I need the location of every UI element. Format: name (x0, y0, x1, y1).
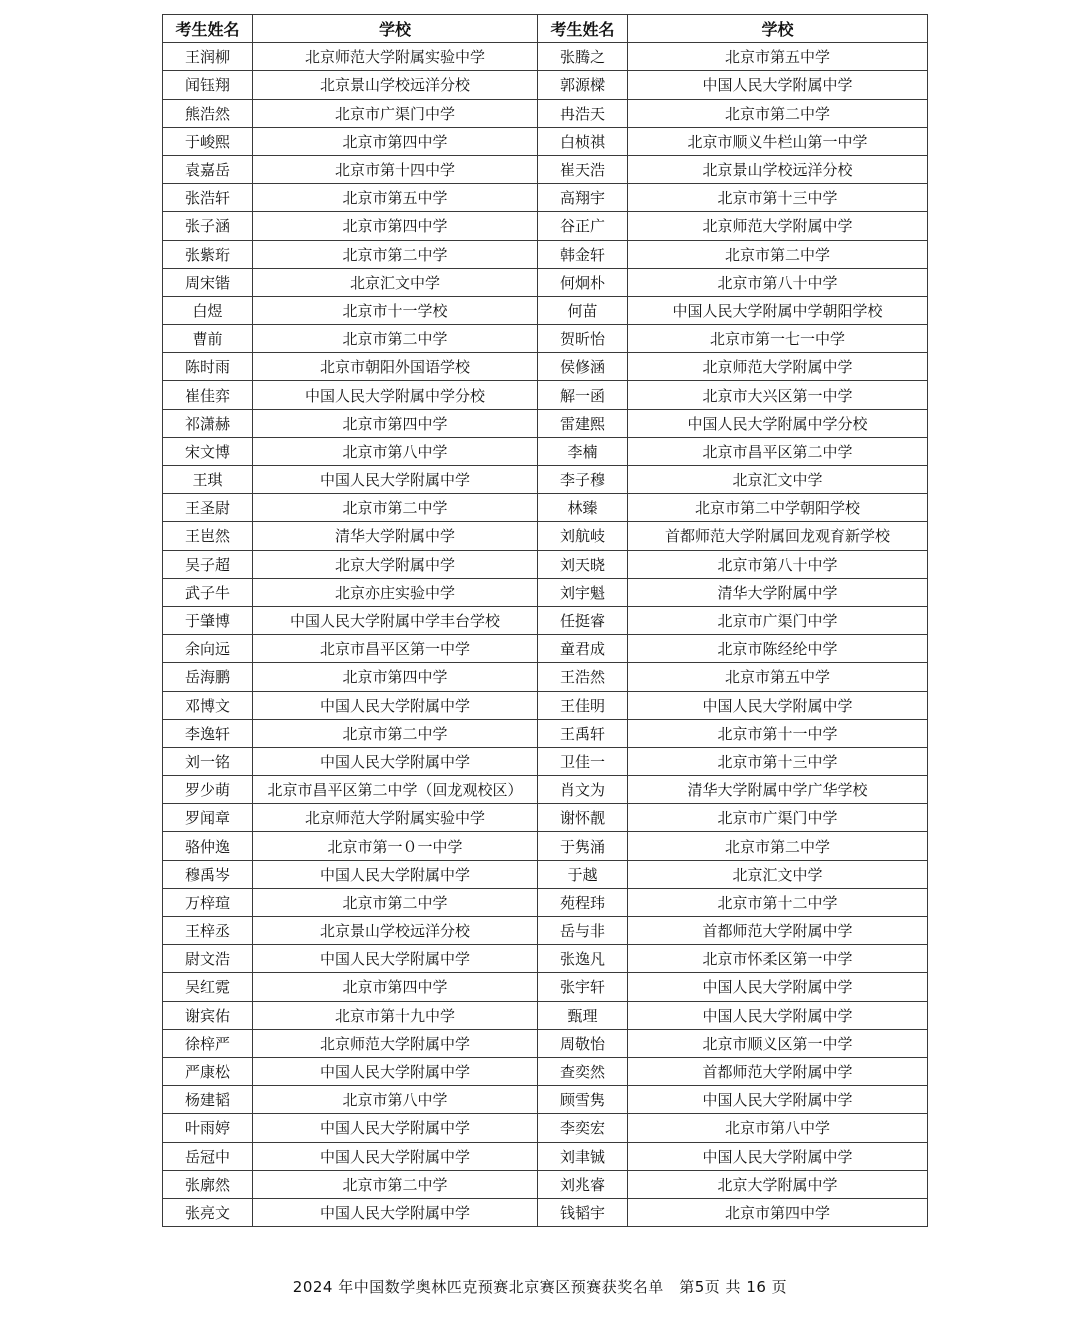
school-name-cell: 北京市第四中学 (253, 663, 538, 691)
student-name-cell: 甄理 (538, 1001, 628, 1029)
school-name-cell: 北京市第二中学 (253, 240, 538, 268)
table-row (163, 1114, 928, 1142)
student-name-cell: 解一函 (538, 381, 628, 409)
student-name-cell: 白煜 (163, 296, 253, 324)
table-row (163, 127, 928, 155)
table-row (163, 466, 928, 494)
school-name-cell: 北京市大兴区第一中学 (628, 381, 928, 409)
school-name-cell: 北京市广渠门中学 (628, 804, 928, 832)
table-row (163, 184, 928, 212)
school-name-cell: 中国人民大学附属中学 (253, 945, 538, 973)
school-name-cell: 北京市顺义牛栏山第一中学 (628, 127, 928, 155)
student-name-cell: 王佳明 (538, 691, 628, 719)
school-name-cell: 中国人民大学附属中学 (628, 71, 928, 99)
student-name-cell: 袁嘉岳 (163, 155, 253, 183)
school-name-cell: 北京市广渠门中学 (628, 606, 928, 634)
student-name-cell: 刘天晓 (538, 550, 628, 578)
table-row (163, 719, 928, 747)
school-name-cell: 北京师范大学附属中学 (628, 212, 928, 240)
school-name-cell: 北京市第五中学 (253, 184, 538, 212)
school-name-cell: 北京市昌平区第二中学（回龙观校区） (253, 776, 538, 804)
student-name-cell: 陈时雨 (163, 353, 253, 381)
table-row (163, 832, 928, 860)
table-row (163, 663, 928, 691)
student-name-cell: 童君成 (538, 635, 628, 663)
school-name-cell: 中国人民大学附属中学 (253, 1198, 538, 1226)
student-name-cell: 武子牛 (163, 578, 253, 606)
student-name-cell: 刘航岐 (538, 522, 628, 550)
student-name-cell: 叶雨婷 (163, 1114, 253, 1142)
table-row (163, 1057, 928, 1085)
table-row (163, 973, 928, 1001)
table-row (163, 43, 928, 71)
table-header-row (163, 15, 928, 43)
table-row (163, 606, 928, 634)
table-row (163, 353, 928, 381)
table-row (163, 1029, 928, 1057)
student-name-cell: 余向远 (163, 635, 253, 663)
student-name-cell: 王润柳 (163, 43, 253, 71)
school-name-cell: 中国人民大学附属中学 (253, 691, 538, 719)
table-row (163, 240, 928, 268)
table-row (163, 1086, 928, 1114)
header-school-1: 学校 (253, 15, 538, 43)
school-name-cell: 中国人民大学附属中学 (628, 1001, 928, 1029)
student-name-cell: 贺昕怡 (538, 325, 628, 353)
school-name-cell: 北京亦庄实验中学 (253, 578, 538, 606)
student-name-cell: 顾雪隽 (538, 1086, 628, 1114)
table-row (163, 917, 928, 945)
student-name-cell: 刘聿铖 (538, 1142, 628, 1170)
student-name-cell: 任挺睿 (538, 606, 628, 634)
school-name-cell: 北京市第二中学朝阳学校 (628, 494, 928, 522)
student-name-cell: 卫佳一 (538, 747, 628, 775)
student-name-cell: 张逸凡 (538, 945, 628, 973)
student-name-cell: 谷正广 (538, 212, 628, 240)
table-row (163, 71, 928, 99)
school-name-cell: 北京市第十三中学 (628, 747, 928, 775)
student-name-cell: 曹前 (163, 325, 253, 353)
student-name-cell: 谢宾佑 (163, 1001, 253, 1029)
winners-table (162, 14, 928, 1227)
table-row (163, 691, 928, 719)
student-name-cell: 杨建韬 (163, 1086, 253, 1114)
student-name-cell: 冉浩天 (538, 99, 628, 127)
student-name-cell: 张紫珩 (163, 240, 253, 268)
school-name-cell: 北京市第八中学 (253, 1086, 538, 1114)
student-name-cell: 罗闻章 (163, 804, 253, 832)
table-row (163, 945, 928, 973)
school-name-cell: 中国人民大学附属中学 (253, 1114, 538, 1142)
student-name-cell: 崔天浩 (538, 155, 628, 183)
school-name-cell: 北京市第二中学 (253, 494, 538, 522)
school-name-cell: 中国人民大学附属中学 (253, 1057, 538, 1085)
school-name-cell: 北京市第十二中学 (628, 888, 928, 916)
student-name-cell: 刘兆睿 (538, 1170, 628, 1198)
school-name-cell: 北京市第二中学 (253, 719, 538, 747)
school-name-cell: 北京师范大学附属中学 (628, 353, 928, 381)
school-name-cell: 北京市第一０一中学 (253, 832, 538, 860)
school-name-cell: 北京市第五中学 (628, 663, 928, 691)
student-name-cell: 岳海鹏 (163, 663, 253, 691)
student-name-cell: 王禹轩 (538, 719, 628, 747)
school-name-cell: 中国人民大学附属中学 (628, 1086, 928, 1114)
student-name-cell: 周宋锴 (163, 268, 253, 296)
table-row (163, 776, 928, 804)
school-name-cell: 首都师范大学附属中学 (628, 917, 928, 945)
header-name-2: 考生姓名 (538, 15, 628, 43)
student-name-cell: 于隽涌 (538, 832, 628, 860)
student-name-cell: 刘宇魁 (538, 578, 628, 606)
student-name-cell: 苑程玮 (538, 888, 628, 916)
table-row (163, 155, 928, 183)
student-name-cell: 李楠 (538, 437, 628, 465)
school-name-cell: 北京市广渠门中学 (253, 99, 538, 127)
school-name-cell: 北京市第十四中学 (253, 155, 538, 183)
student-name-cell: 于峻熙 (163, 127, 253, 155)
student-name-cell: 王琪 (163, 466, 253, 494)
student-name-cell: 韩金轩 (538, 240, 628, 268)
school-name-cell: 北京市第八十中学 (628, 550, 928, 578)
student-name-cell: 张子涵 (163, 212, 253, 240)
table-row (163, 296, 928, 324)
school-name-cell: 北京汇文中学 (628, 466, 928, 494)
student-name-cell: 刘一铭 (163, 747, 253, 775)
student-name-cell: 邓博文 (163, 691, 253, 719)
student-name-cell: 骆仲逸 (163, 832, 253, 860)
school-name-cell: 北京师范大学附属实验中学 (253, 804, 538, 832)
school-name-cell: 北京市第四中学 (253, 127, 538, 155)
student-name-cell: 白桢祺 (538, 127, 628, 155)
student-name-cell: 宋文博 (163, 437, 253, 465)
student-name-cell: 郭源樑 (538, 71, 628, 99)
student-name-cell: 尉文浩 (163, 945, 253, 973)
student-name-cell: 周敬怡 (538, 1029, 628, 1057)
school-name-cell: 北京市第四中学 (253, 212, 538, 240)
student-name-cell: 张浩轩 (163, 184, 253, 212)
school-name-cell: 北京市第二中学 (628, 99, 928, 127)
school-name-cell: 首都师范大学附属中学 (628, 1057, 928, 1085)
table-row (163, 1170, 928, 1198)
school-name-cell: 北京师范大学附属实验中学 (253, 43, 538, 71)
table-row (163, 1001, 928, 1029)
school-name-cell: 北京市昌平区第二中学 (628, 437, 928, 465)
student-name-cell: 高翔宇 (538, 184, 628, 212)
school-name-cell: 清华大学附属中学广华学校 (628, 776, 928, 804)
table-row (163, 522, 928, 550)
student-name-cell: 李子穆 (538, 466, 628, 494)
school-name-cell: 中国人民大学附属中学 (628, 691, 928, 719)
school-name-cell: 北京景山学校远洋分校 (253, 71, 538, 99)
school-name-cell: 北京市第四中学 (253, 973, 538, 1001)
school-name-cell: 北京市第二中学 (253, 325, 538, 353)
student-name-cell: 张廓然 (163, 1170, 253, 1198)
student-name-cell: 岳冠中 (163, 1142, 253, 1170)
school-name-cell: 北京市陈经纶中学 (628, 635, 928, 663)
school-name-cell: 北京市第十一中学 (628, 719, 928, 747)
table-row (163, 381, 928, 409)
school-name-cell: 中国人民大学附属中学 (253, 466, 538, 494)
school-name-cell: 北京市第四中学 (628, 1198, 928, 1226)
student-name-cell: 肖文为 (538, 776, 628, 804)
school-name-cell: 北京大学附属中学 (253, 550, 538, 578)
page-footer: 2024 年中国数学奥林匹克预赛北京赛区预赛获奖名单 第5页 共 16 页 (292, 1278, 788, 1296)
student-name-cell: 谢怀靓 (538, 804, 628, 832)
school-name-cell: 北京市顺义区第一中学 (628, 1029, 928, 1057)
school-name-cell: 北京市怀柔区第一中学 (628, 945, 928, 973)
school-name-cell: 北京市第二中学 (253, 888, 538, 916)
school-name-cell: 北京市第二中学 (253, 1170, 538, 1198)
school-name-cell: 北京市朝阳外国语学校 (253, 353, 538, 381)
school-name-cell: 北京市第十三中学 (628, 184, 928, 212)
student-name-cell: 吴子超 (163, 550, 253, 578)
student-name-cell: 于肇博 (163, 606, 253, 634)
student-name-cell: 何苗 (538, 296, 628, 324)
table-body (163, 43, 928, 1227)
school-name-cell: 北京景山学校远洋分校 (253, 917, 538, 945)
school-name-cell: 中国人民大学附属中学分校 (628, 409, 928, 437)
header-school-2: 学校 (628, 15, 928, 43)
table-row (163, 325, 928, 353)
student-name-cell: 岳与非 (538, 917, 628, 945)
student-name-cell: 何炯朴 (538, 268, 628, 296)
header-name-1: 考生姓名 (163, 15, 253, 43)
table-row (163, 212, 928, 240)
school-name-cell: 北京市第八中学 (628, 1114, 928, 1142)
student-name-cell: 张亮文 (163, 1198, 253, 1226)
school-name-cell: 北京市昌平区第一中学 (253, 635, 538, 663)
school-name-cell: 首都师范大学附属回龙观育新学校 (628, 522, 928, 550)
school-name-cell: 北京景山学校远洋分校 (628, 155, 928, 183)
table-row (163, 888, 928, 916)
school-name-cell: 中国人民大学附属中学 (253, 860, 538, 888)
student-name-cell: 于越 (538, 860, 628, 888)
student-name-cell: 林臻 (538, 494, 628, 522)
student-name-cell: 查奕然 (538, 1057, 628, 1085)
table-row (163, 804, 928, 832)
school-name-cell: 清华大学附属中学 (253, 522, 538, 550)
student-name-cell: 王岜然 (163, 522, 253, 550)
student-name-cell: 徐梓严 (163, 1029, 253, 1057)
table-row (163, 550, 928, 578)
school-name-cell: 北京市第八中学 (253, 437, 538, 465)
student-name-cell: 祁潇赫 (163, 409, 253, 437)
student-name-cell: 万梓瑄 (163, 888, 253, 916)
student-name-cell: 王梓丞 (163, 917, 253, 945)
student-name-cell: 雷建熙 (538, 409, 628, 437)
school-name-cell: 北京市第十九中学 (253, 1001, 538, 1029)
school-name-cell: 中国人民大学附属中学 (628, 1142, 928, 1170)
table-row (163, 268, 928, 296)
school-name-cell: 北京汇文中学 (253, 268, 538, 296)
table-row (163, 1142, 928, 1170)
school-name-cell: 北京市第二中学 (628, 240, 928, 268)
school-name-cell: 北京市第一七一中学 (628, 325, 928, 353)
school-name-cell: 中国人民大学附属中学 (628, 973, 928, 1001)
student-name-cell: 李奕宏 (538, 1114, 628, 1142)
student-name-cell: 吴红霓 (163, 973, 253, 1001)
school-name-cell: 北京师范大学附属中学 (253, 1029, 538, 1057)
school-name-cell: 中国人民大学附属中学丰台学校 (253, 606, 538, 634)
school-name-cell: 北京汇文中学 (628, 860, 928, 888)
winners-table-container (162, 14, 927, 1227)
student-name-cell: 崔佳弈 (163, 381, 253, 409)
table-row (163, 99, 928, 127)
school-name-cell: 中国人民大学附属中学 (253, 747, 538, 775)
student-name-cell: 钱韬宇 (538, 1198, 628, 1226)
school-name-cell: 中国人民大学附属中学 (253, 1142, 538, 1170)
student-name-cell: 侯修涵 (538, 353, 628, 381)
table-row (163, 578, 928, 606)
student-name-cell: 严康松 (163, 1057, 253, 1085)
school-name-cell: 中国人民大学附属中学朝阳学校 (628, 296, 928, 324)
table-row (163, 635, 928, 663)
student-name-cell: 穆禹岑 (163, 860, 253, 888)
school-name-cell: 北京市第二中学 (628, 832, 928, 860)
school-name-cell: 北京市第四中学 (253, 409, 538, 437)
student-name-cell: 王圣尉 (163, 494, 253, 522)
school-name-cell: 北京市第八十中学 (628, 268, 928, 296)
school-name-cell: 北京市第五中学 (628, 43, 928, 71)
table-row (163, 437, 928, 465)
school-name-cell: 清华大学附属中学 (628, 578, 928, 606)
school-name-cell: 中国人民大学附属中学分校 (253, 381, 538, 409)
table-row (163, 747, 928, 775)
student-name-cell: 李逸轩 (163, 719, 253, 747)
table-row (163, 860, 928, 888)
student-name-cell: 张腾之 (538, 43, 628, 71)
student-name-cell: 闻钰翔 (163, 71, 253, 99)
school-name-cell: 北京市十一学校 (253, 296, 538, 324)
student-name-cell: 罗少萌 (163, 776, 253, 804)
student-name-cell: 王浩然 (538, 663, 628, 691)
student-name-cell: 张宇轩 (538, 973, 628, 1001)
student-name-cell: 熊浩然 (163, 99, 253, 127)
school-name-cell: 北京大学附属中学 (628, 1170, 928, 1198)
table-row (163, 494, 928, 522)
table-row (163, 1198, 928, 1226)
table-row (163, 409, 928, 437)
